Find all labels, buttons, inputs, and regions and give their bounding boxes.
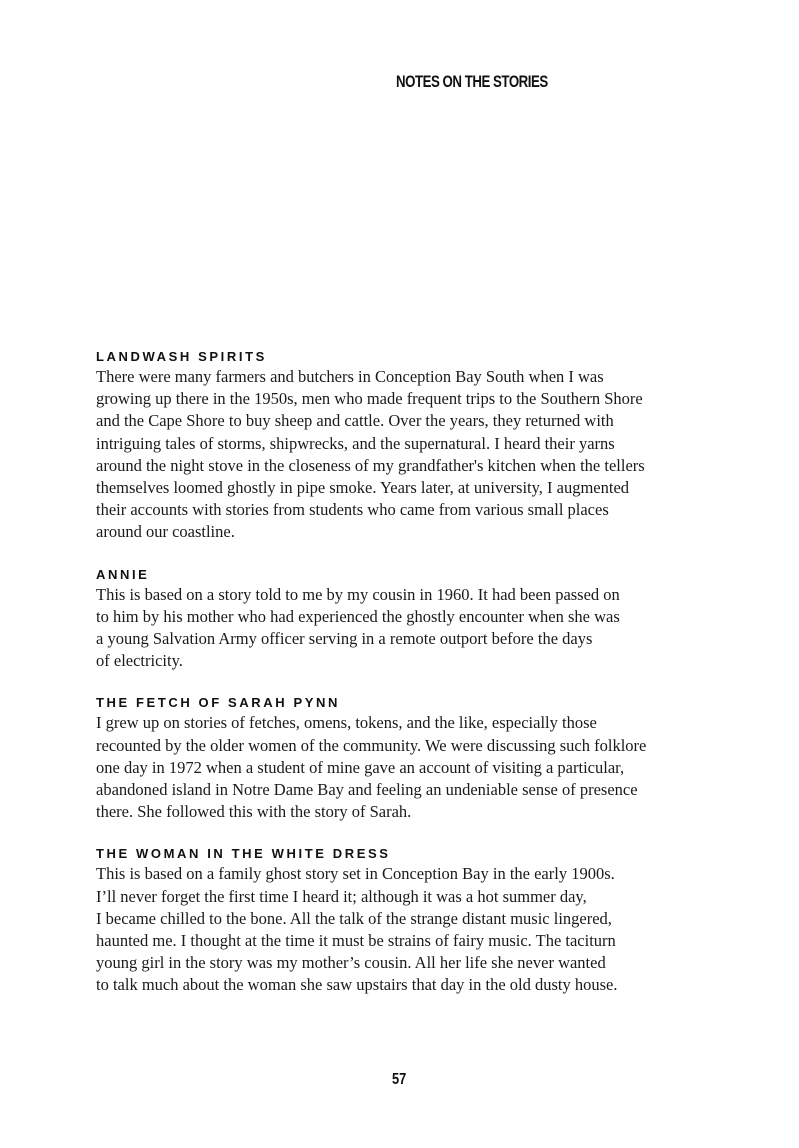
section-heading: ANNIE	[96, 566, 150, 582]
body-line: young girl in the story was my mother’s cousin. All her life she never wanted	[96, 953, 606, 973]
body-line: and the Cape Shore to buy sheep and cattle. Over the years, they returned with	[96, 411, 614, 431]
body-line: there. She followed this with the story of Sarah.	[96, 802, 412, 822]
notes-sections	[96, 348, 716, 1019]
body-line: I became chilled to the bone. All the talk of the strange distant music lingered,	[96, 908, 612, 928]
body-line: their accounts with stories from students who came from various small places	[96, 500, 609, 520]
body-line: growing up there in the 1950s, men who made frequent trips to the Southern Shore	[96, 389, 643, 409]
section-woman-in-white-dress	[96, 845, 716, 996]
body-line: of electricity.	[96, 651, 183, 671]
section-fetch-of-sarah-pynn	[96, 694, 716, 823]
body-line: abandoned island in Notre Dame Bay and feeling an undeniable sense of presence	[96, 780, 638, 800]
section-heading: THE WOMAN IN THE WHITE DRESS	[96, 846, 391, 862]
section-annie	[96, 566, 716, 673]
section-landwash-spirits	[96, 348, 716, 544]
body-line: intriguing tales of storms, shipwrecks, and the supernatural. I heard their yarns	[96, 433, 615, 453]
body-line: This is based on a story told to me by my cousin in 1960. It had been passed on	[96, 584, 620, 604]
body-line: to talk much about the woman she saw upstairs that day in the old dusty house.	[96, 975, 618, 995]
body-line: There were many farmers and butchers in Conception Bay South when I was	[96, 367, 604, 386]
body-line: around the night stove in the closeness of my grandfather's kitchen when the tellers	[96, 455, 645, 475]
section-body	[96, 863, 716, 996]
body-line: themselves loomed ghostly in pipe smoke. Years later, at university, I augmented	[96, 478, 630, 498]
body-line: a young Salvation Army officer serving in a remote outport before the days	[96, 629, 593, 649]
section-heading: LANDWASH SPIRITS	[96, 349, 267, 364]
body-line: I’ll never forget the first time I heard it; although it was a hot summer day,	[96, 886, 587, 906]
body-line: I grew up on stories of fetches, omens, tokens, and the like, especially those	[96, 713, 597, 733]
body-line: around our coastline.	[96, 522, 235, 542]
body-line: haunted me. I thought at the time it must be strains of fairy music. The taciturn	[96, 931, 616, 951]
section-body	[96, 366, 716, 544]
page-number: 57	[392, 1071, 407, 1088]
section-body	[96, 584, 716, 673]
body-line: recounted by the older women of the community. We were discussing such folklore	[96, 735, 647, 755]
body-line: This is based on a family ghost story set in Conception Bay in the early 1900s.	[96, 864, 615, 884]
body-line: one day in 1972 when a student of mine gave an account of visiting a particular,	[96, 757, 625, 777]
section-heading: THE FETCH OF SARAH PYNN	[96, 695, 340, 711]
body-line: to him by his mother who had experienced the ghostly encounter when she was	[96, 606, 620, 626]
page-title: NOTES ON THE STORIES	[396, 72, 548, 91]
section-body	[96, 712, 716, 823]
